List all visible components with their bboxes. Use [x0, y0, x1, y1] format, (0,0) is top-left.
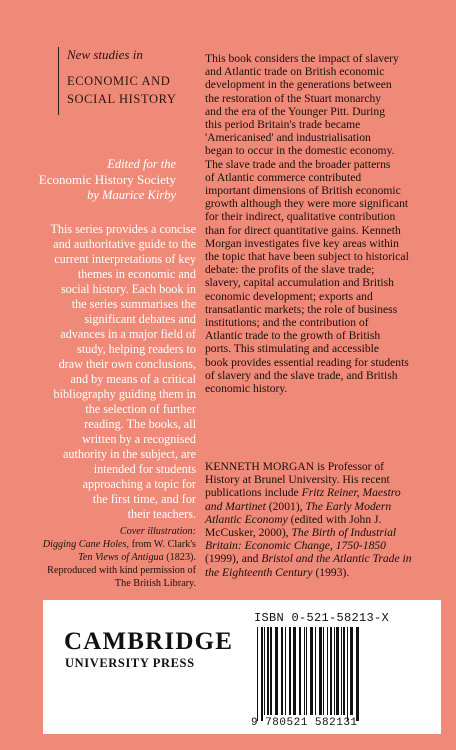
series-title-line: SOCIAL HISTORY [67, 92, 177, 106]
series-description-line: written by a recognised [81, 432, 196, 446]
series-title-line: ECONOMIC AND [67, 74, 171, 88]
cover-from: , from W. Clark's [126, 539, 196, 550]
cover-permission: Reproduced with kind permission of [47, 565, 196, 576]
blurb-line: transatlantic markets; the role of business [205, 302, 398, 316]
blurb-line: and the era of the Younger Pitt. During [205, 104, 385, 118]
series-description-line: study, helping readers to [76, 342, 196, 356]
book-blurb [205, 52, 441, 395]
blurb-line: than for direct quantitative gains. Kenneth [205, 223, 401, 237]
publisher-subtitle: UNIVERSITY PRESS [65, 656, 195, 670]
series-description-line: significant debates and [84, 312, 196, 326]
publisher-band [43, 600, 441, 734]
bio-text: publications include [205, 486, 302, 500]
blurb-line: economic development; exports and [205, 289, 373, 303]
cover-year: (1823). [163, 552, 196, 563]
series-description-line: bibliography guiding them in [53, 387, 196, 401]
bio-title: and Martinet [205, 499, 266, 513]
series-description-line: the selection of further [85, 402, 196, 416]
series-subtitle: New studies in [67, 47, 143, 62]
cover-title: Digging Cane Holes [42, 539, 127, 550]
series-description-line: intended for students [93, 462, 196, 476]
series-description [18, 222, 196, 522]
series-description-line: themes in economic and [77, 267, 196, 281]
series-title [67, 72, 176, 108]
bio-text: (1993). [312, 565, 350, 579]
bio-line: KENNETH MORGAN is Professor of [205, 460, 385, 473]
bio-title: Atlantic Economy [205, 512, 288, 526]
blurb-line: 'Americanised' and industrialisation [205, 131, 371, 145]
blurb-line: Morgan investigates five key areas within [205, 236, 399, 250]
series-description-line: social history. Each book in [61, 282, 196, 296]
series-description-line: the first time, and for [92, 492, 196, 506]
editor-society: Economic History Society [38, 172, 176, 187]
cover-label: Cover illustration: [119, 526, 196, 537]
series-description-line: and by means of a critical [70, 372, 196, 386]
series-description-line: reading. The books, all [84, 417, 196, 431]
editor-line: Edited for the [107, 157, 176, 171]
series-description-line: authority in the subject, are [62, 447, 196, 461]
blurb-line: of slavery and the slave trade, and British [205, 368, 398, 382]
blurb-line: debate: the profits of the slave trade; [205, 263, 375, 277]
series-description-line: approaching a topic for [82, 477, 196, 491]
blurb-line: book provides essential reading for students [205, 355, 409, 369]
blurb-line: began to occur in the domestic economy. [205, 144, 395, 158]
blurb-line: and Atlantic trade on British economic [205, 65, 385, 79]
barcode-number: 9 780521 582131 [251, 717, 358, 729]
bio-title: The Birth of Industrial [291, 526, 397, 540]
bio-title: Britain: Economic Change, 1750-1850 [205, 539, 386, 553]
bio-text: (1999), and [205, 552, 262, 566]
bio-text: (2001), [265, 499, 306, 513]
cover-library: The British Library. [114, 578, 196, 589]
bio-text: (edited with John J. [287, 512, 382, 526]
author-bio [205, 460, 445, 579]
blurb-line: ports. This stimulating and accessible [205, 342, 379, 356]
blurb-line: The slave trade and the broader patterns [205, 157, 391, 171]
blurb-line: economic history. [205, 382, 288, 396]
blurb-line: the restoration of the Stuart monarchy [205, 91, 382, 105]
isbn-label: ISBN 0-521-58213-X [254, 611, 390, 625]
bio-text: McCusker, 2000), [205, 526, 292, 540]
cover-book: Ten Views of Antigua [78, 552, 164, 563]
left-column [0, 0, 196, 600]
cover-illustration-credit [22, 525, 196, 590]
series-description-line: draw their own conclusions, [58, 357, 196, 371]
bio-title: Fritz Reiner, Maestro [301, 486, 401, 500]
blurb-line: Atlantic trade to the growth of British [205, 329, 381, 343]
blurb-line: slavery, capital accumulation and British [205, 276, 394, 290]
blurb-line: important dimensions of British economic [205, 184, 401, 198]
blurb-line: development in the generations between [205, 78, 392, 92]
series-description-line: current interpretations of key [54, 252, 196, 266]
blurb-line: of Atlantic commerce contributed [205, 170, 362, 184]
bio-title: The Early Modern [305, 499, 392, 513]
series-description-line: This series provides a concise [50, 222, 196, 236]
series-description-line: and authoritative guide to the [53, 237, 196, 251]
blurb-line: for their indirect, qualitative contribution [205, 210, 396, 224]
blurb-line: this period Britain's trade became [205, 118, 361, 132]
blurb-line: the topic that have been subject to historical [205, 250, 409, 264]
blurb-line: institutions; and the contribution of [205, 316, 369, 330]
publisher-logo: CAMBRIDGE [64, 628, 234, 655]
bio-line: History at Brunel University. His recent [205, 473, 390, 487]
series-description-line: the series summarises the [71, 297, 196, 311]
barcode-icon [253, 627, 435, 721]
editor-credit [0, 157, 176, 203]
series-description-line: their teachers. [127, 507, 196, 521]
bio-title: Bristol and the Atlantic Trade in [261, 552, 412, 566]
blurb-line: This book considers the impact of slavery [205, 52, 399, 65]
series-title-block [58, 47, 181, 115]
series-description-line: advances in a major field of [60, 327, 196, 341]
bio-title: the Eighteenth Century [205, 565, 313, 579]
editor-name: by Maurice Kirby [87, 188, 176, 202]
blurb-line: growth although they were more significant [205, 197, 409, 211]
